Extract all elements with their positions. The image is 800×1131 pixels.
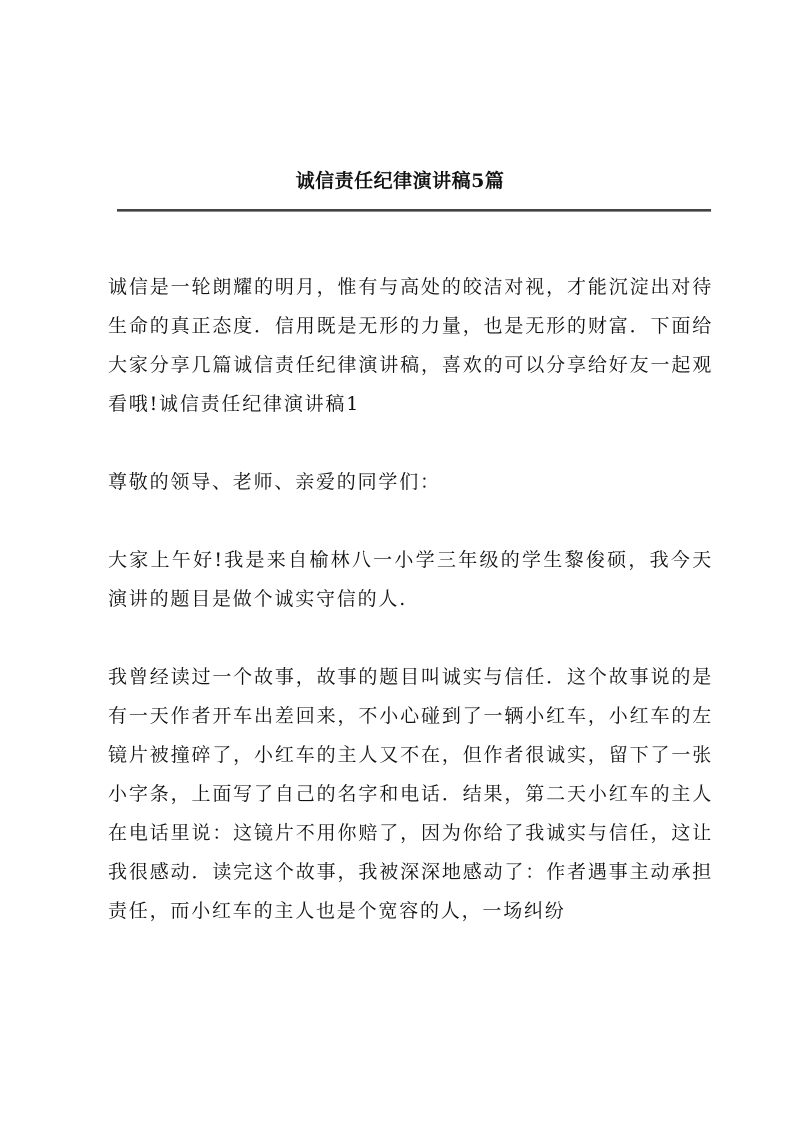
document-body [108,268,713,931]
document-title: 诚信责任纪律演讲稿5篇 [295,170,505,192]
title-divider [117,209,711,212]
paragraph-salutation: 尊敬的领导、老师、亲爱的同学们： [108,471,441,493]
paragraph-story: 我曾经读过一个故事，故事的题目叫诚实与信任．这个故事说的是有一天作者开车出差回来，不小心碰到了一辆小红车，小红车的左镜片被撞碎了，小红车的主人又不在，但作者很诚实，留下了一张小字条，上面写了自己的名字和电话．结果，第二天小红车的主人在电话里说：这镜片不用你赔了，因为你给了我诚实与信任，这让我很感动．读完这个故事，我被深深地感动了：作者遇事主动承担责任，而小红车的主人也是个宽容的人，一场纠纷 [108,666,713,922]
paragraph-greeting: 大家上午好!我是来自榆林八一小学三年级的学生黎俊硕，我今天演讲的题目是做个诚实守信的人. [108,549,713,610]
paragraph-intro: 诚信是一轮朗耀的明月，惟有与高处的皎洁对视，才能沉淀出对待生命的真正态度．信用既是无形的力量，也是无形的财富．下面给大家分享几篇诚信责任纪律演讲稿，喜欢的可以分享给好友一起观看哦!诚信责任纪律演讲稿1 [108,276,713,415]
